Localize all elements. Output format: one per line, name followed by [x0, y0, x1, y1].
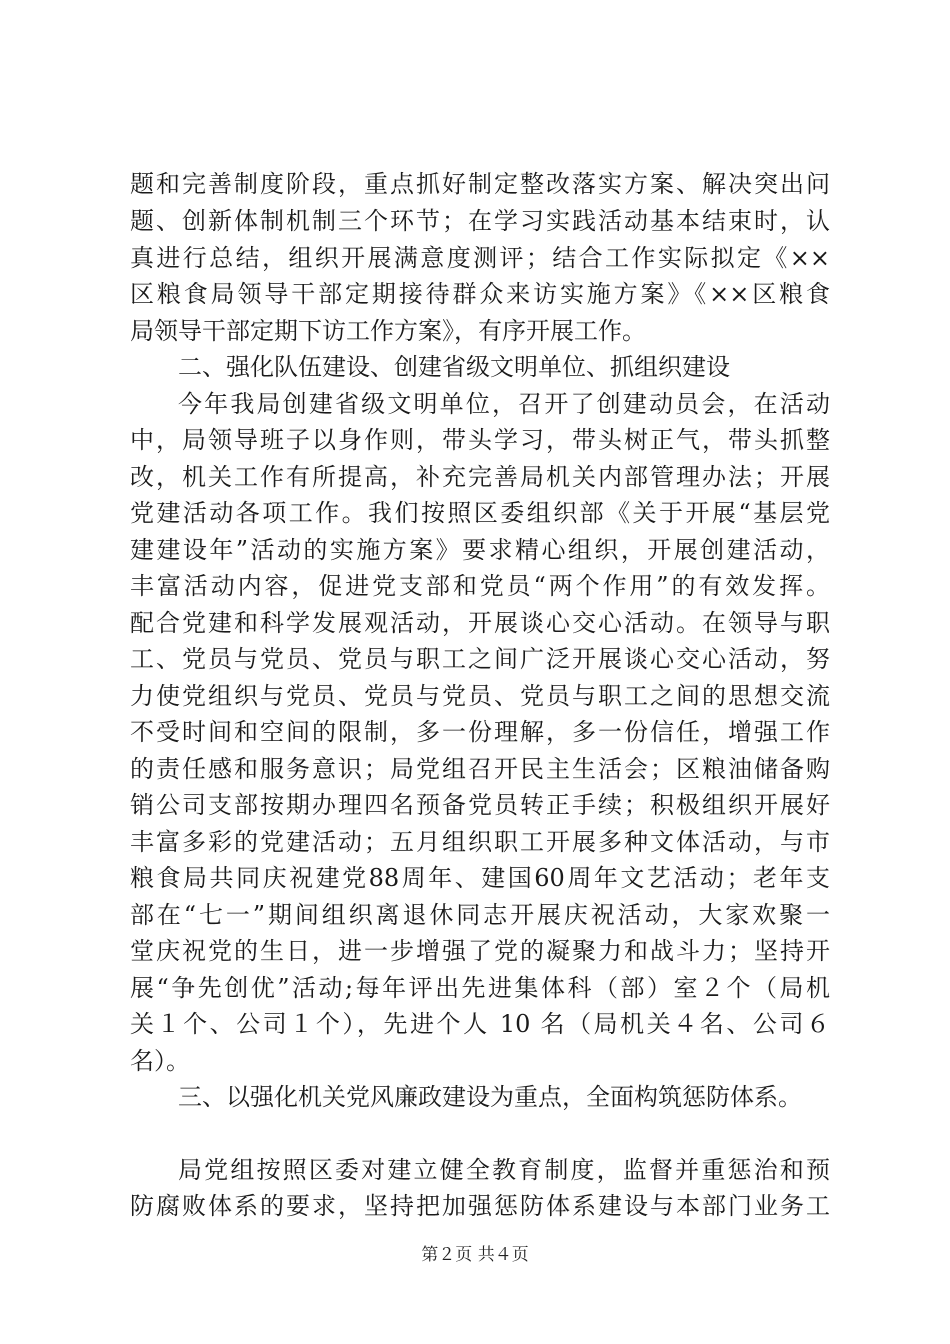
body-text-line: 名）。 [130, 1047, 190, 1075]
body-text-line: 中，局领导班子以身作则，带头学习，带头树正气，带头抓整 [130, 426, 830, 454]
body-text-line: 粮食局共同庆祝建党88周年、建国60周年文艺活动；老年支 [130, 864, 830, 892]
body-text-line: 的责任感和服务意识；局党组召开民主生活会；区粮油储备购 [130, 755, 830, 783]
body-text-line: 力使党组织与党员、党员与党员、党员与职工之间的思想交流 [130, 682, 830, 710]
body-text-line: 题、创新体制机制三个环节；在学习实践活动基本结束时，认 [130, 207, 830, 235]
body-text-line: 堂庆祝党的生日，进一步增强了党的凝聚力和战斗力；坚持开 [130, 937, 830, 965]
body-text-line: 区粮食局领导干部定期接待群众来访实施方案》《××区粮食 [130, 280, 830, 308]
body-text-line: 丰富多彩的党建活动；五月组织职工开展多种文体活动，与市 [130, 828, 830, 856]
section-heading: 二、强化队伍建设、创建省级文明单位、抓组织建设 [178, 353, 730, 381]
body-text-line: 关１个、公司１个），先进个人 10 名（局机关４名、公司６ [130, 1010, 830, 1038]
body-text-line: 部在“七一”期间组织离退休同志开展庆祝活动，大家欢聚一 [130, 901, 830, 929]
body-text-line: 工、党员与党员、党员与职工之间广泛开展谈心交心活动，努 [130, 645, 830, 673]
body-text-line: 丰富活动内容，促进党支部和党员“两个作用”的有效发挥。 [130, 572, 830, 600]
body-text-line: 展“争先创优”活动;每年评出先进集体科（部）室２个（局机 [130, 974, 830, 1002]
body-text-line: 防腐败体系的要求，坚持把加强惩防体系建设与本部门业务工 [130, 1192, 830, 1220]
body-text-line: 改，机关工作有所提高，补充完善局机关内部管理办法；开展 [130, 463, 830, 491]
body-text-line: 真进行总结，组织开展满意度测评；结合工作实际拟定《×× [130, 244, 830, 272]
body-text-line: 不受时间和空间的限制，多一份理解，多一份信任，增强工作 [130, 718, 830, 746]
body-text-line: 局党组按照区委对建立健全教育制度，监督并重惩治和预 [178, 1156, 830, 1184]
section-heading: 三、以强化机关党风廉政建设为重点，全面构筑惩防体系。 [178, 1083, 802, 1111]
body-text-line: 今年我局创建省级文明单位，召开了创建动员会，在活动 [178, 390, 830, 418]
body-text-line: 配合党建和科学发展观活动，开展谈心交心活动。在领导与职 [130, 609, 830, 637]
body-text-line: 局领导干部定期下访工作方案》，有序开展工作。 [130, 317, 646, 345]
body-text-line: 建建设年”活动的实施方案》要求精心组织，开展创建活动， [130, 536, 830, 564]
body-text-line: 党建活动各项工作。我们按照区委组织部《关于开展“基层党 [130, 499, 830, 527]
body-text-line: 销公司支部按期办理四名预备党员转正手续；积极组织开展好 [130, 791, 830, 819]
page-footer: 第２页 共４页 [421, 1245, 529, 1265]
body-text-line: 题和完善制度阶段，重点抓好制定整改落实方案、解决突出问 [130, 170, 830, 198]
